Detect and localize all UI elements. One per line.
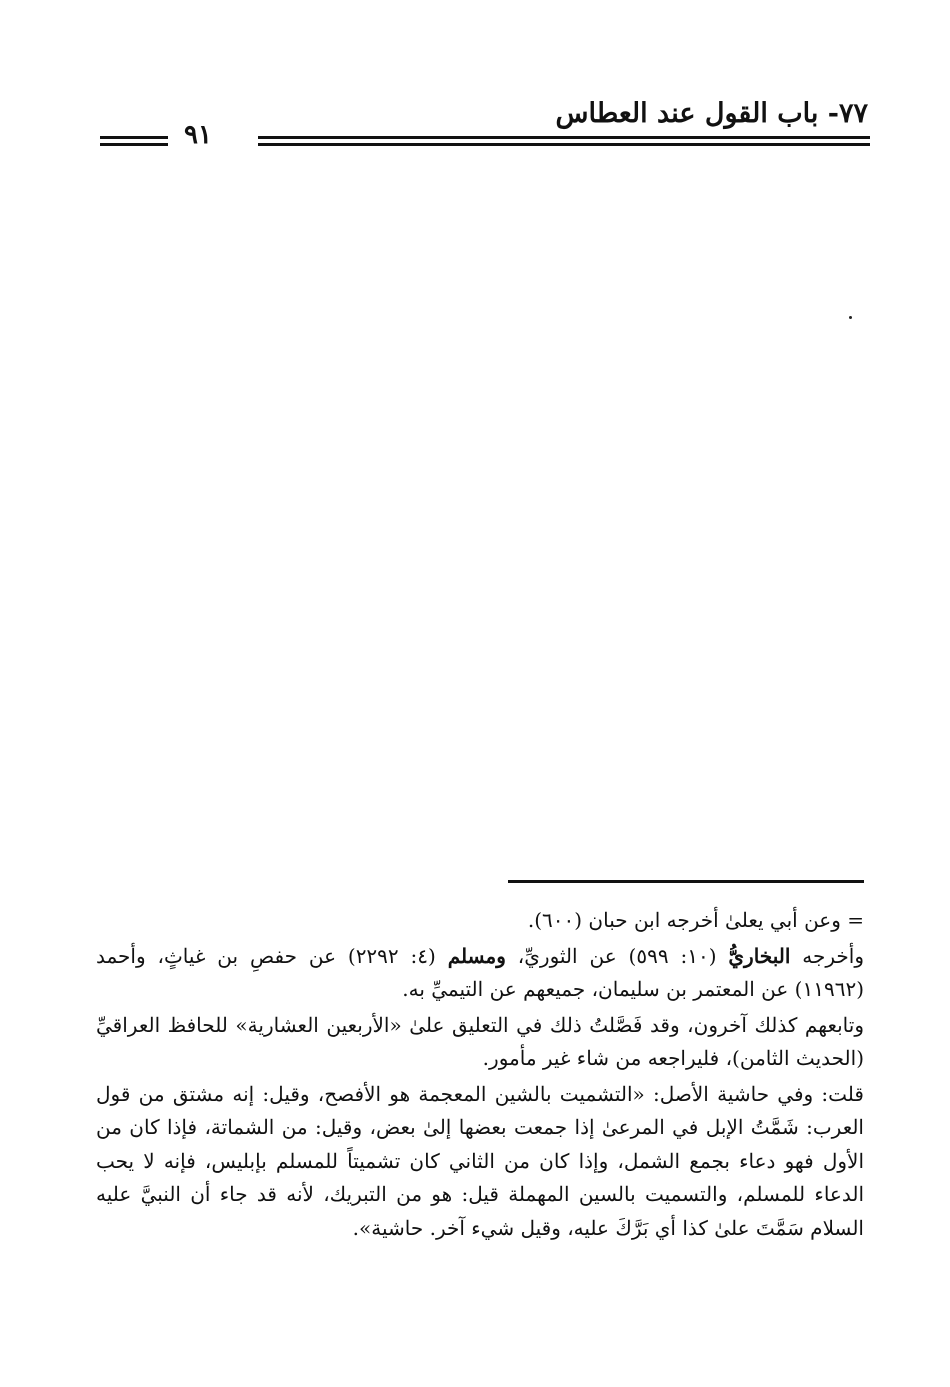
source-name-muslim: ومسلم xyxy=(447,943,506,968)
footnote-text: (٤: ٢٢٩٢) عن حفصِ بن غياثٍ، وأحمد (١١٩٦٢) عن المعتمر بن سليمان، جميعهم عن التيميِّ به. xyxy=(96,943,864,1001)
footnote-paragraph-4: قلت: وفي حاشية الأصل: «التشميت بالشين المعجمة هو الأفصح، وقيل: إنه مشتق من قول العرب: شَمَّتُ الإبل في المرعىٰ إذا جمعت بعضها إلىٰ بعض، وقيل: من الشماتة، فإذا كان من الأول فهو دعاء بجمع الشمل، وإذا كان من الثاني كان تشميتاً للمسلم بإبليس، فإنه لا يحب الدعاء للمسلم، والتسميت بالسين المهملة قيل: هو من التبريك، لأنه قد جاء أن النبيَّ عليه السلام سَمَّتَ علىٰ كذا أي بَرَّكَ عليه، وقيل شيء آخر. حاشية». xyxy=(96,1081,864,1240)
footnote-text: وأخرجه xyxy=(790,943,864,968)
header-rule-short xyxy=(100,136,168,142)
page-number: ٩١ xyxy=(184,120,212,150)
footnote-text: (١٠: ٥٩٩) عن الثوريِّ، xyxy=(505,943,729,968)
footnote-paragraph-3: وتابعهم كذلك آخرون، وقد فَصَّلتُ ذلك في التعليق علىٰ «الأربعين العشارية» للحافظ العراقيِّ (الحديث الثامن)، فليراجعه من شاء غير مأمور. xyxy=(96,1012,864,1070)
footnotes-block xyxy=(96,904,864,1247)
chapter-title: ٧٧- باب القول عند العطاس xyxy=(555,98,868,129)
footnote-separator xyxy=(508,880,864,883)
footnote-paragraph-1: = وعن أبي يعلىٰ أخرجه ابن حبان (٦٠٠). xyxy=(527,908,864,932)
source-name-bukhari: البخاريُّ xyxy=(728,943,791,968)
footnote-paragraph-2 xyxy=(96,940,864,1007)
stray-dot-mark xyxy=(849,316,852,319)
header-rule-long xyxy=(258,136,870,142)
